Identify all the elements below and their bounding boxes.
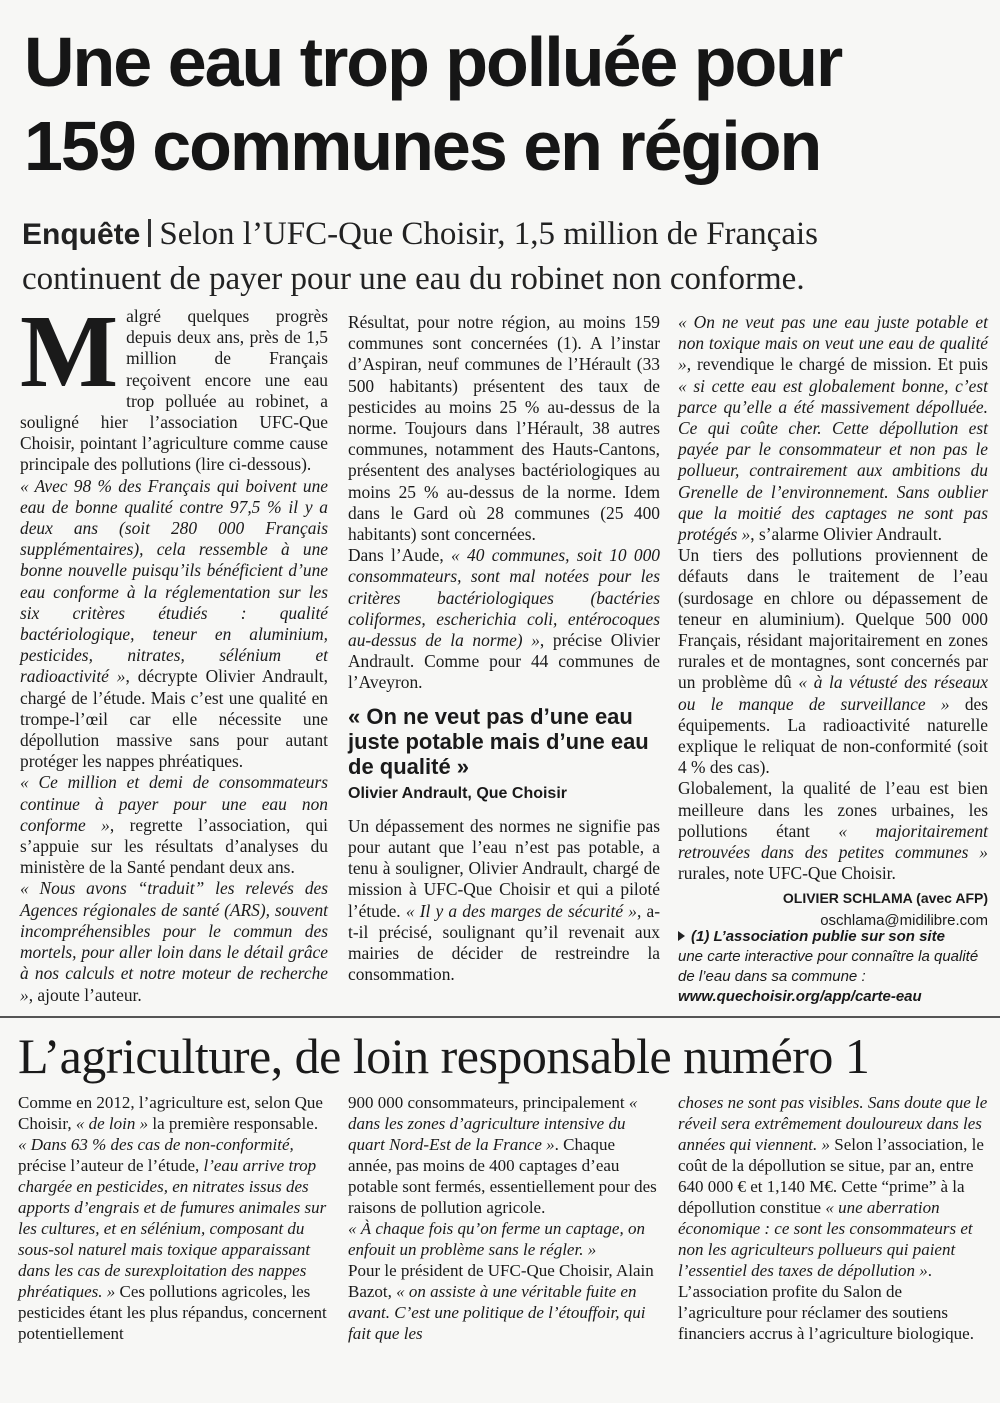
article1-column-2 — [348, 312, 660, 985]
quote: l’eau arrive trop chargée en pesticides, en nitrates issus des apports d’engrais et de fumures animales sur les cultures, et en sélénium, composant du sous-sol naturel mais toxique apparaissant dans les cas de surexploitation des nappes phréatiques. » — [18, 1156, 327, 1301]
quote: « à la vétusté des réseaux ou le manque de surveillance » — [678, 672, 988, 714]
deck-separator — [148, 219, 151, 247]
paragraph: . L’association profite du Salon de l’agriculture pour réclamer des soutiens financiers accrus à l’agriculture biologique. — [678, 1261, 974, 1343]
headline-line-1: Une eau trop polluée pour — [24, 23, 842, 101]
dropcap: M — [20, 294, 119, 409]
paragraph: . Chaque année, pas moins de 400 captages d’eau potable sont fermés, essentiellement pour des raisons de pollution agricole. — [348, 1135, 657, 1217]
paragraph: Un tiers des pollutions proviennent de défauts dans le traitement de l’eau (surdosage en chlore ou dépassement de teneur en aluminium). Quelque 500 000 Français, résidant majoritairement en zones rurales et de montagnes, sont concernés par un problème dû — [678, 545, 988, 693]
quote: « Ce million et demi de consommateurs continue à payer pour une eau non conforme » — [20, 772, 328, 835]
quote: choses ne sont pas visibles. Sans doute que le réveil sera extrêmement douloureux dans les années qui viennent. » — [678, 1093, 988, 1154]
paragraph: la première responsable. — [148, 1114, 319, 1133]
section-divider — [0, 1016, 1000, 1018]
paragraph: 900 000 consommateurs, principalement — [348, 1093, 629, 1112]
paragraph: algré quelques progrès depuis deux ans, près de 1,5 million de Français reçoivent encore une eau trop polluée au robinet, a souligné hier l’association UFC-Que Choisir, pointant l’agriculture comme cause principale des pollutions (lire ci-dessous). — [20, 306, 328, 475]
deck-kicker: Enquête — [22, 218, 141, 251]
arrow-icon — [678, 931, 685, 941]
quote: « On ne veut pas une eau juste potable et non toxique mais on veut une eau de qualité » — [678, 312, 988, 375]
pull-quote: « On ne veut pas d’une eau juste potable mais d’une eau de qualité » — [348, 703, 649, 779]
quote: « dans les zones d’agriculture intensive du quart Nord-Est de la France » — [348, 1093, 638, 1154]
footnote-lead: (1) L’association publie sur son site — [691, 928, 945, 945]
article1-column-3 — [678, 312, 988, 931]
deck — [22, 212, 982, 301]
article2-title: L’agriculture, de loin responsable numéro 1 — [18, 1028, 870, 1084]
deck-line-2: continuent de payer pour une eau du robinet non conforme. — [22, 261, 805, 297]
paragraph: Selon l’association, le coût de la dépollution se situe, par an, entre 640 000 € et 1,140 M€. Cette “prime” à la dépollution constitue — [678, 1135, 984, 1217]
quote: « 40 communes, soit 10 000 consommateurs, sont mal notées pour les critères bactériologiques (bactéries coliformes, escherichia coli, entérocoques au-dessus de la norme) » — [348, 545, 660, 651]
quote: « si cette eau est globalement bonne, c’est parce qu’elle a été massivement dépolluée. Ce qui coûte cher. Cette dépollution est payée par le consommateur et non pas le pollueur, contrairement aux ambitions du Grenelle de l’environnement. Sans oublier que la moitié des captages ne sont pas protégés » — [678, 375, 988, 545]
paragraph: , décrypte Olivier Andrault, chargé de l’étude. Mais c’est une qualité en trompe-l’œil car elle nécessite une dépollution massive sans pour autant protéger les nappes phréatiques. — [20, 666, 328, 772]
byline: OLIVIER SCHLAMA (avec AFP) — [782, 890, 988, 907]
paragraph: Ces pollutions agricoles, les pesticides étant les plus répandus, concernent potentiellement — [18, 1282, 327, 1343]
quote: « Dans 63 % des cas de non-conformité, — [18, 1135, 294, 1154]
article1-column-1 — [20, 294, 328, 1006]
quote: « Il y a des marges de sécurité » — [405, 900, 637, 921]
headline-line-2: 159 communes en région — [24, 107, 821, 185]
quote: « À chaque fois qu’on ferme un captage, on enfouit un problème sans le régler. » — [348, 1219, 645, 1259]
headline — [24, 20, 984, 188]
quote: « Avec 98 % des Français qui boivent une eau de bonne qualité contre 97,5 % il y a deux ans (soit 280 000 Français supplémentaires), cela ressemble à une bonne nouvelle puisqu’ils bénéficient d’une eau conforme à la réglementation sur les six critères étudiés : qualité bactériologique, teneur en aluminium, pesticides, nitrates, sélénium et radioactivité » — [20, 475, 328, 687]
paragraph: , ajoute l’auteur. — [28, 984, 142, 1005]
paragraph: Pour le président de UFC-Que Choisir, Alain Bazot, — [348, 1261, 654, 1301]
footnote — [678, 927, 988, 1007]
paragraph: rurales, note UFC-Que Choisir. — [678, 863, 896, 884]
paragraph: , précise Olivier Andrault. Comme pour 44 communes de l’Aveyron. — [348, 630, 660, 693]
article2-column-1 — [18, 1092, 330, 1344]
pull-quote-source: Olivier Andrault, Que Choisir — [348, 784, 567, 802]
article2-column-3 — [678, 1092, 988, 1344]
quote: « Nous avons “traduit” les relevés des Agences régionales de santé (ARS), souvent incompréhensibles pour le commun des mortels, pour aller loin dans le détail grâce à nos calculs et notre moteur de recherche » — [20, 878, 328, 1005]
paragraph: Résultat, pour notre région, au moins 159 communes sont concernées (1). A l’instar d’Aspiran, neuf communes de l’Hérault (33 500 habitants) présentent des taux de pesticides au moins 25 % au-dessus de la norme. Toujours dans l’Hérault, 38 autres communes, notamment des Hauts-Cantons, présentent des analyses bactériologiques au moins 25 % au-dessus de la norme. Idem dans le Gard où 28 communes (25 400 habitants) sont concernées. — [348, 312, 660, 545]
quote: « majoritairement retrouvées dans des petites communes » — [678, 820, 988, 863]
quote: « on assiste à une véritable fuite en avant. C’est une politique de l’étouffoir, qui fait que les — [348, 1282, 646, 1343]
article2-column-2 — [348, 1092, 660, 1344]
paragraph: , revendique le chargé de mission. Et puis — [686, 354, 988, 375]
paragraph: Globalement, la qualité de l’eau est bien meilleure dans les zones urbaines, les pollutions étant — [678, 778, 988, 841]
paragraph: précise l’auteur de l’étude, — [18, 1156, 204, 1175]
quote: « de loin » — [75, 1114, 149, 1133]
paragraph: Comme en 2012, l’agriculture est, selon Que Choisir, — [18, 1093, 323, 1133]
quote: « une aberration économique : ce sont les consommateurs et non les agriculteurs pollueurs qui paient l’essentiel des taxes de dépollution » — [678, 1198, 973, 1280]
footnote-text: une carte interactive pour connaître la qualité de l’eau dans sa commune : — [678, 948, 979, 985]
deck-line-1: Selon l’UFC-Que Choisir, 1,5 million de Français — [159, 216, 818, 252]
paragraph: Un dépassement des normes ne signifie pas pour autant que l’eau n’est pas potable, a tenu à souligner, Olivier Andrault, chargé de mission à UFC-Que Choisir et qui a piloté l’étude. — [348, 815, 660, 921]
paragraph: , regrette l’association, qui s’appuie sur les résultats d’analyses du ministère de la Santé pendant deux ans. — [20, 814, 328, 878]
paragraph: , a-t-il précisé, soulignant qu’il revenait aux mairies de décider de restreindre la consommation. — [348, 900, 660, 985]
paragraph: , s’alarme Olivier Andrault. — [750, 524, 943, 545]
author-email: oschlama@midilibre.com — [820, 911, 988, 929]
paragraph: des équipements. La radioactivité naturelle explique le reliquat de non-conformité (soit 4 % des cas). — [678, 693, 988, 778]
paragraph: Dans l’Aude, — [348, 545, 451, 566]
footnote-url[interactable]: www.quechoisir.org/app/carte-eau — [678, 988, 922, 1005]
